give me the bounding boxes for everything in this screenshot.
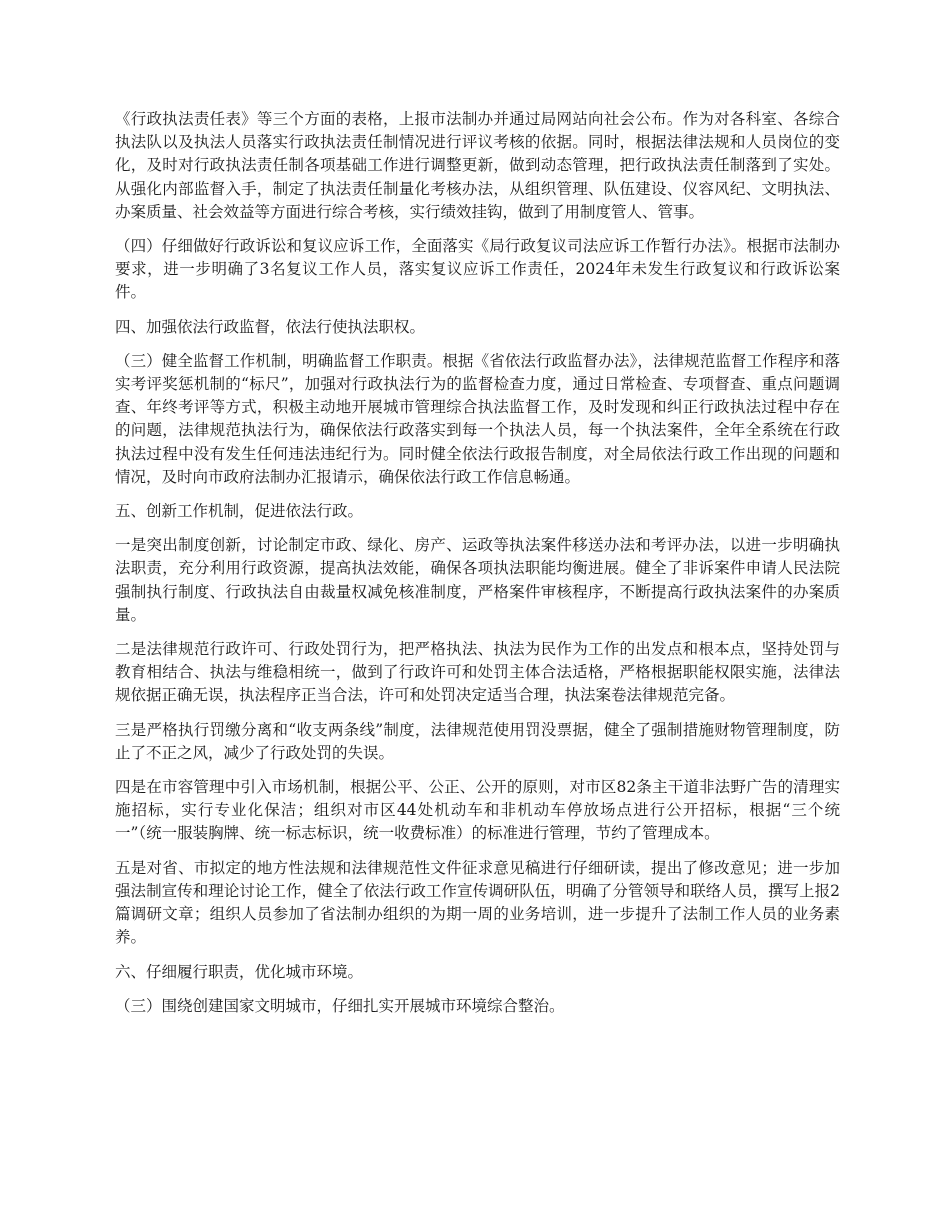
paragraph-regulation-review: 五是对省、市拟定的地方性法规和法律规范性文件征求意见稿进行仔细研读，提出了修改意见；进一步加强法制宣传和理论讨论工作，健全了依法行政工作宣传调研队伍，明确了分管领导和联络人员，撰写上报2篇调研文章；组织人员参加了省法制办组织的为期一周的业务培训，进一步提升了法制工作人员的业务素养。 xyxy=(115,858,840,947)
section-heading-6: 六、仔细履行职责，优化城市环境。 xyxy=(115,962,364,981)
paragraph-license-penalty: 二是法律规范行政许可、行政处罚行为，把严格执法、执法为民作为工作的出发点和根本点，坚持处罚与教育相结合、执法与维稳相统一，做到了行政许可和处罚主体合法适格，严格根据职能权限实施，法律法规依据正确无误，执法程序正当合法，许可和处罚决定适当合理，执法案卷法律规范完备。 xyxy=(115,640,840,705)
paragraph-civilized-city: （三）围绕创建国家文明城市，仔细扎实开展城市环境综合整治。 xyxy=(115,996,565,1015)
section-heading-4: 四、加强依法行政监督，依法行使执法职权。 xyxy=(115,317,426,336)
section-heading-5: 五、创新工作机制，促进依法行政。 xyxy=(115,502,364,521)
paragraph-system-innovation: 一是突出制度创新，讨论制定市政、绿化、房产、运政等执法案件移送办法和考评办法，以进一步明确执法职责，充分利用行政资源，提高执法效能，确保各项执法职能均衡进展。健全了非诉案件申请人民法院强制执行制度、行政执法自由裁量权减免核准制度，严格案件审核程序，不断提高行政执法案件的办案质量。 xyxy=(115,536,840,624)
paragraph-responsibility-forms: 《行政执法责任表》等三个方面的表格，上报市法制办并通过局网站向社会公布。作为对各科室、各综合执法队以及执法人员落实行政执法责任制情况进行评议考核的依据。同时，根据法律法规和人员岗位的变化，及时对行政执法责任制各项基础工作进行调整更新，做到动态管理，把行政执法责任制落到了实处。从强化内部监督入手，制定了执法责任制量化考核办法，从组织管理、队伍建设、仪容风纪、文明执法、办案质量、社会效益等方面进行综合考核，实行绩效挂钩，做到了用制度管人、管事。 xyxy=(115,110,840,221)
paragraph-supervision-mechanism: （三）健全监督工作机制，明确监督工作职责。根据《省依法行政监督办法》，法律规范监督工作程序和落实考评奖惩机制的“标尺”，加强对行政执法行为的监督检查力度，通过日常检查、专项督查、重点问题调查、年终考评等方式，积极主动地开展城市管理综合执法监督工作，及时发现和纠正行政执法过程中存在的问题，法律规范执法行为，确保依法行政落实到每一个执法人员，每一个执法案件，全年全系统在行政执法过程中没有发生任何违法违纪行为。同时健全依法行政报告制度，对全局依法行政工作出现的问题和情况，及时向市政府法制办汇报请示，确保依法行政工作信息畅通。 xyxy=(115,351,840,486)
paragraph-litigation-review: （四）仔细做好行政诉讼和复议应诉工作，全面落实《局行政复议司法应诉工作暂行办法》。根据市法制办要求，进一步明确了3名复议工作人员，落实复议应诉工作责任，2024年未发生行政复议和行政诉讼案件。 xyxy=(115,237,840,302)
paragraph-fine-separation: 三是严格执行罚缴分离和“收支两条线”制度，法律规范使用罚没票据，健全了强制措施财物管理制度，防止了不正之风，减少了行政处罚的失误。 xyxy=(115,720,840,762)
document-body xyxy=(115,108,840,1029)
paragraph-market-mechanism: 四是在市容管理中引入市场机制，根据公平、公正、公开的原则，对市区82条主干道非法野广告的清理实施招标，实行专业化保洁；组织对市区44处机动车和非机动车停放场点进行公开招标，根据“三个统一”（统一服装胸牌、统一标志标识，统一收费标准）的标准进行管理，节约了管理成本。 xyxy=(115,778,840,843)
